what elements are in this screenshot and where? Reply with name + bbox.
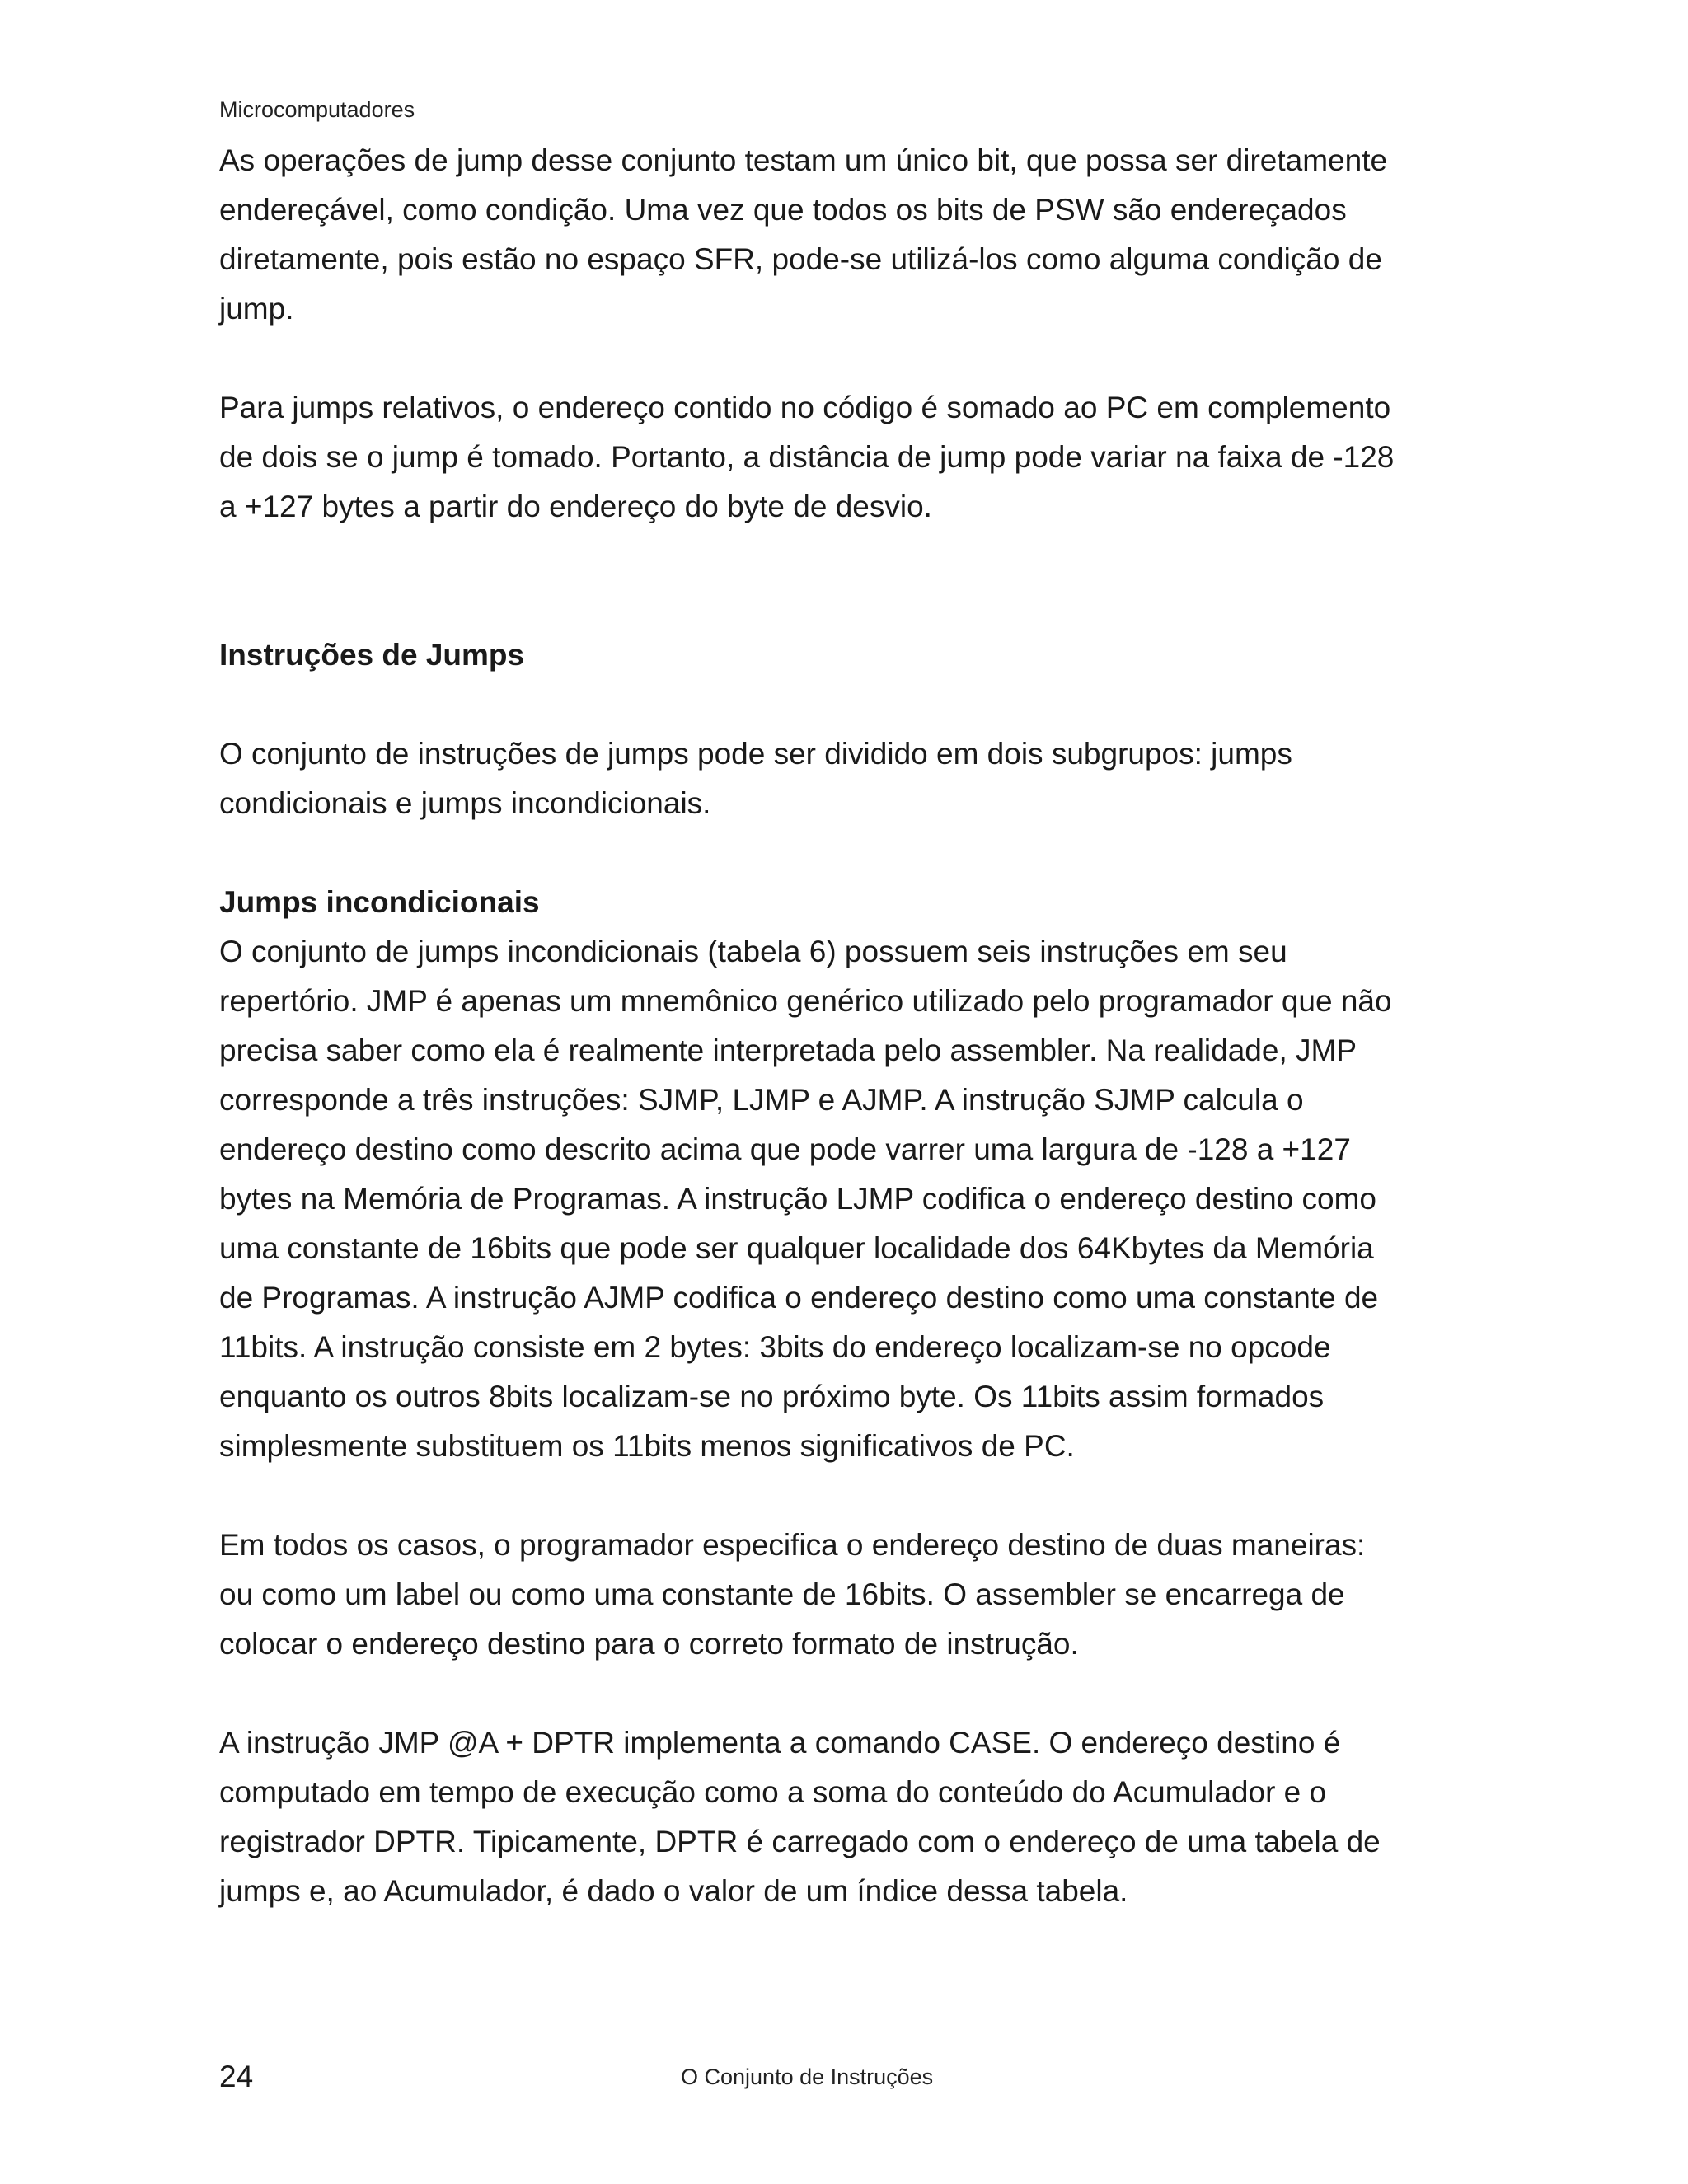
section-heading-jump-instructions: Instruções de Jumps <box>219 638 525 672</box>
subsection-heading-unconditional-jumps: Jumps incondicionais <box>219 885 540 919</box>
paragraph-spacer <box>219 1471 1406 1521</box>
paragraph-jmp-a-dptr: A instrução JMP @A + DPTR implementa a comando CASE. O endereço destino é computado em tempo de execução como a soma do conteúdo do Acumulador e o registrador DPTR. Tipicamente, DPTR é carregado com o endereço de uma tabela de jumps e, ao Acumulador, é dado o valor de um índice dessa tabela. <box>219 1726 1381 1908</box>
page-content <box>219 136 1406 1916</box>
paragraph-jump-subgroups: O conjunto de instruções de jumps pode ser dividido em dois subgrupos: jumps condicionais e jumps incondicionais. <box>219 737 1292 820</box>
paragraph-spacer <box>219 334 1406 383</box>
paragraph-spacer <box>219 828 1406 878</box>
paragraph-destination-address: Em todos os casos, o programador especifica o endereço destino de duas maneiras: ou como um label ou como uma constante de 16bits. O assembler se encarrega de colocar o endereço destino para o correto formato de instrução. <box>219 1528 1366 1661</box>
page-number: 24 <box>219 2060 254 2093</box>
section-spacer <box>219 532 1406 630</box>
paragraph-relative-jumps: Para jumps relativos, o endereço contido no código é somado ao PC em complemento de dois se o jump é tomado. Portanto, a distância de jump pode variar na faixa de -128 a +127 bytes a partir do endereço do byte de desvio. <box>219 391 1395 523</box>
paragraph-spacer <box>219 680 1406 729</box>
paragraph-jump-bit-test: As operações de jump desse conjunto testam um único bit, que possa ser diretamente endereçável, como condição. Uma vez que todos os bits de PSW são endereçados diretamente, pois estão no espaço SFR, pode-se utilizá-los como alguma condição de jump. <box>219 143 1388 326</box>
paragraph-unconditional-jumps: O conjunto de jumps incondicionais (tabela 6) possuem seis instruções em seu repertório. JMP é apenas um mnemônico genérico utilizado pelo programador que não precisa saber como ela é realmente interpretada pelo assembler. Na realidade, JMP corresponde a três instruções: SJMP, LJMP e AJMP. A instrução SJMP calcula o endereço destino como descrito acima que pode varrer uma largura de -128 a +127 bytes na Memória de Programas. A instrução LJMP codifica o endereço destino como uma constante de 16bits que pode ser qualquer localidade dos 64Kbytes da Memória de Programas. A instrução AJMP codifica o endereço destino como uma constante de 11bits. A instrução consiste em 2 bytes: 3bits do endereço localizam-se no opcode enquanto os outros 8bits localizam-se no próximo byte. Os 11bits assim formados simplesmente substituem os 11bits menos significativos de PC. <box>219 935 1392 1463</box>
paragraph-spacer <box>219 1669 1406 1718</box>
footer-chapter-title: O Conjunto de Instruções <box>681 2064 934 2089</box>
running-header: Microcomputadores <box>219 97 415 122</box>
